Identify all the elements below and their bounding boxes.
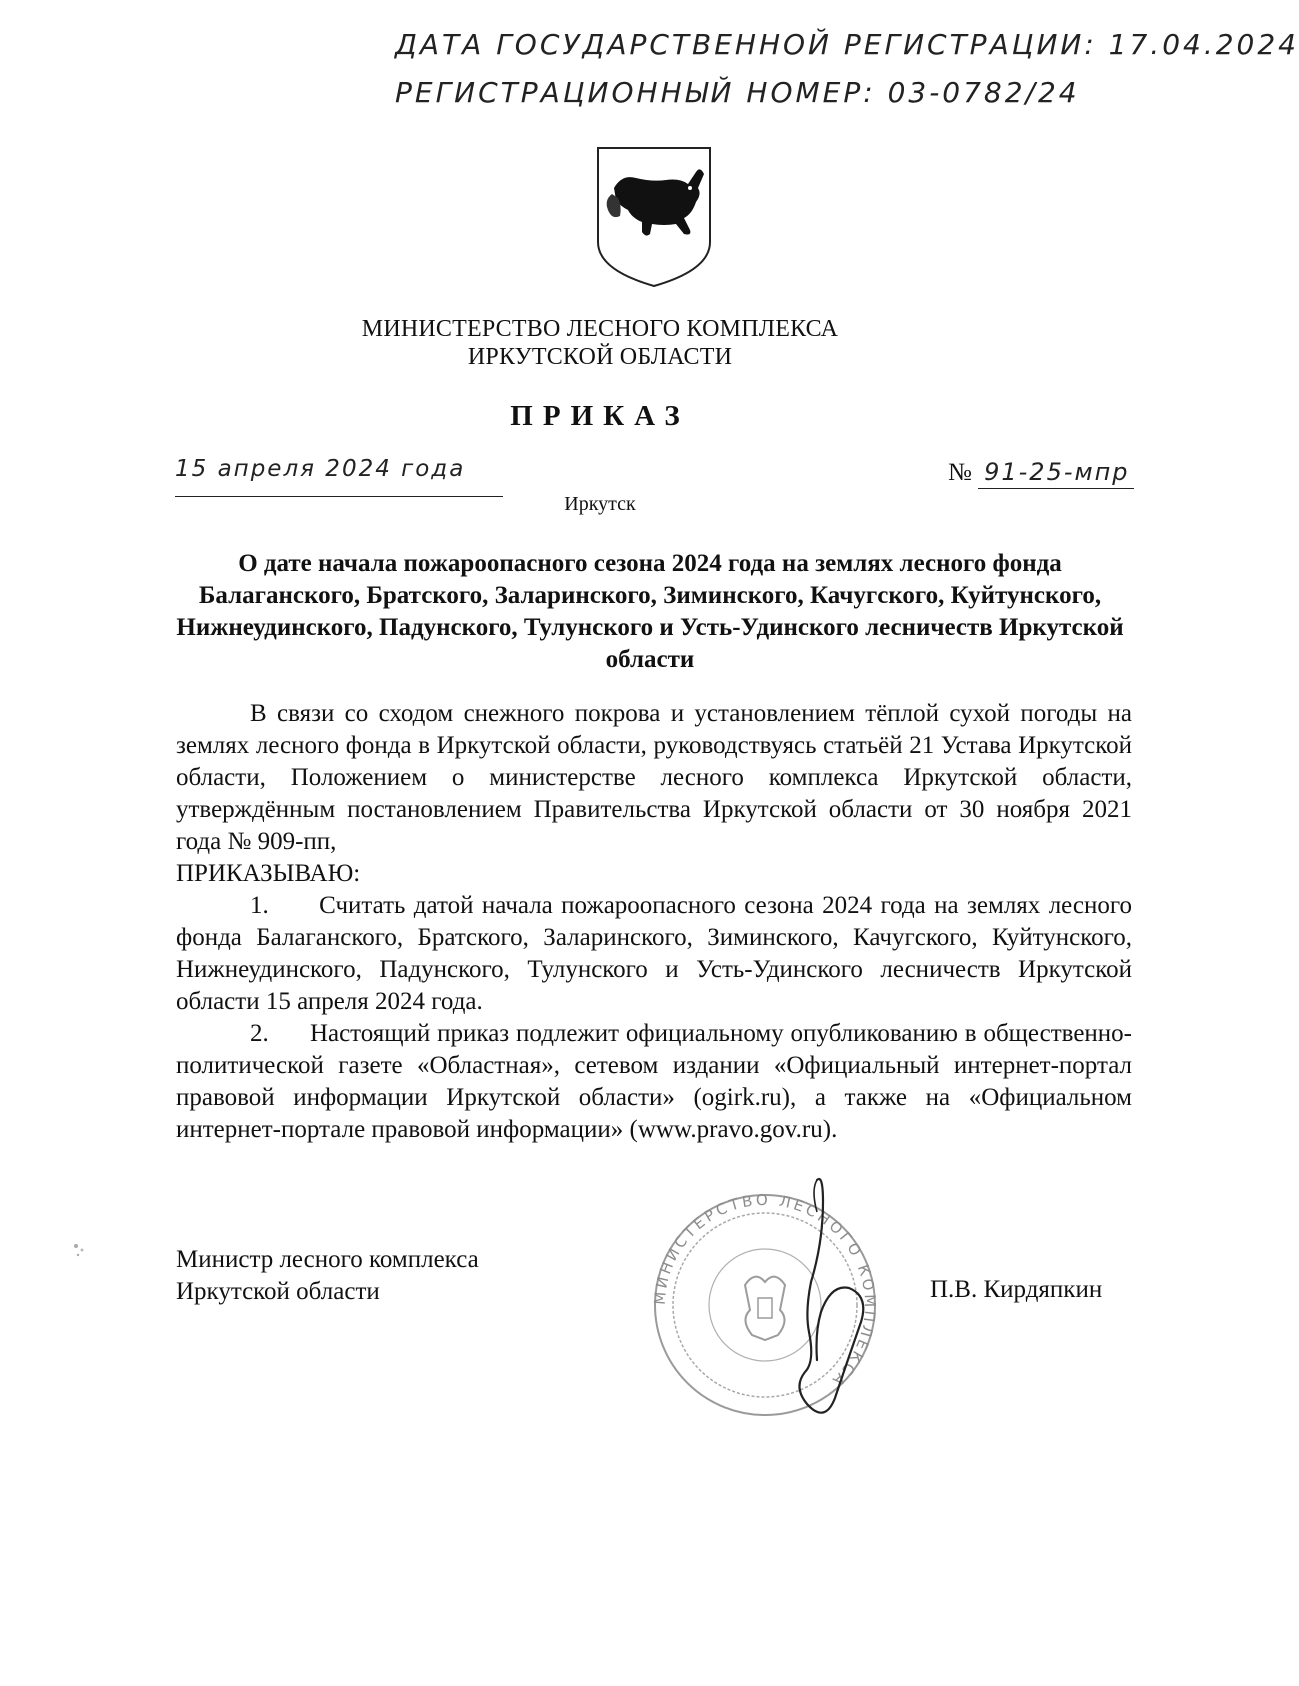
document-type-title: ПРИКАЗ [510, 400, 690, 432]
ministry-name-line2: ИРКУТСКОЙ ОБЛАСТИ [467, 344, 733, 370]
order-subject: О дате начала пожароопасного сезона 2024 года на землях лесного фонда Балаганского, Братского, Заларинского, Зиминского, Качугского, Куйтунского, Нижнеудинского, Падунского, Тулунского и Усть-Удинского лесничеств Иркутской области [176, 550, 1124, 673]
item-2-text: Настоящий приказ подлежит официальному опубликованию в общественно-политической газете «Областная», сетевом издании «Официальный интернет-портал правовой информации Иркутской области» (ogirk.ru), а также на «Официальном интернет-портале правовой информации» (www.pravo.gov.ru). [176, 1020, 1133, 1143]
order-number-field [948, 458, 1134, 489]
item-2-number: 2. [250, 1020, 269, 1047]
order-date-value: 15 апреля 2024 года [175, 456, 466, 482]
item-1-text: Считать датой начала пожароопасного сезона 2024 года на землях лесного фонда Балаганского, Братского, Заларинского, Зиминского, Качугского, Куйтунского, Нижнеудинского, Падунского, Тулунского и Усть-Удинского лесничеств Иркутской области 15 апреля 2024 года. [176, 892, 1133, 1015]
order-keyword: ПРИКАЗЫВАЮ: [176, 860, 361, 887]
order-number-value: 91-25-мпр [978, 458, 1133, 489]
handwritten-signature-icon [765, 1172, 885, 1432]
registration-date-annotation: ДАТА ГОСУДАРСТВЕННОЙ РЕГИСТРАЦИИ: 17.04.2024 [395, 28, 1299, 61]
order-date-field [175, 456, 503, 497]
signatory-name: П.В. Кирдяпкин [930, 1276, 1103, 1303]
item-1-paragraph [176, 890, 1132, 1018]
signatory-position-line2: Иркутской области [176, 1278, 380, 1305]
ministry-name-line1: МИНИСТЕРСТВО ЛЕСНОГО КОМПЛЕКСА [361, 316, 839, 342]
item-1-number: 1. [250, 892, 269, 919]
stamp-text: МИНИСТЕРСТВО ЛЕСНОГО КОМПЛЕКСА [650, 1190, 880, 1392]
signatory-position [176, 1244, 479, 1308]
city-label: Иркутск [564, 493, 636, 515]
signatory-position-line1: Министр лесного комплекса [176, 1246, 479, 1273]
scan-artifact-icon [68, 1238, 92, 1262]
preamble-paragraph: В связи со сходом снежного покрова и установлением тёплой сухой погоды на землях лесного фонда в Иркутской области, руководствуясь статьёй 21 Устава Иркутской области, Положением о министерстве лесного комплекса Иркутской области, утверждённым постановлением Правительства Иркутской области от 30 ноября 2021 года № 909-пп, [176, 700, 1132, 855]
item-2-paragraph [176, 1018, 1132, 1146]
irkutsk-babr-emblem-icon [592, 144, 716, 288]
number-prefix: № [948, 459, 972, 486]
registration-number-annotation: РЕГИСТРАЦИОННЫЙ НОМЕР: 03-0782/24 [395, 76, 1080, 109]
